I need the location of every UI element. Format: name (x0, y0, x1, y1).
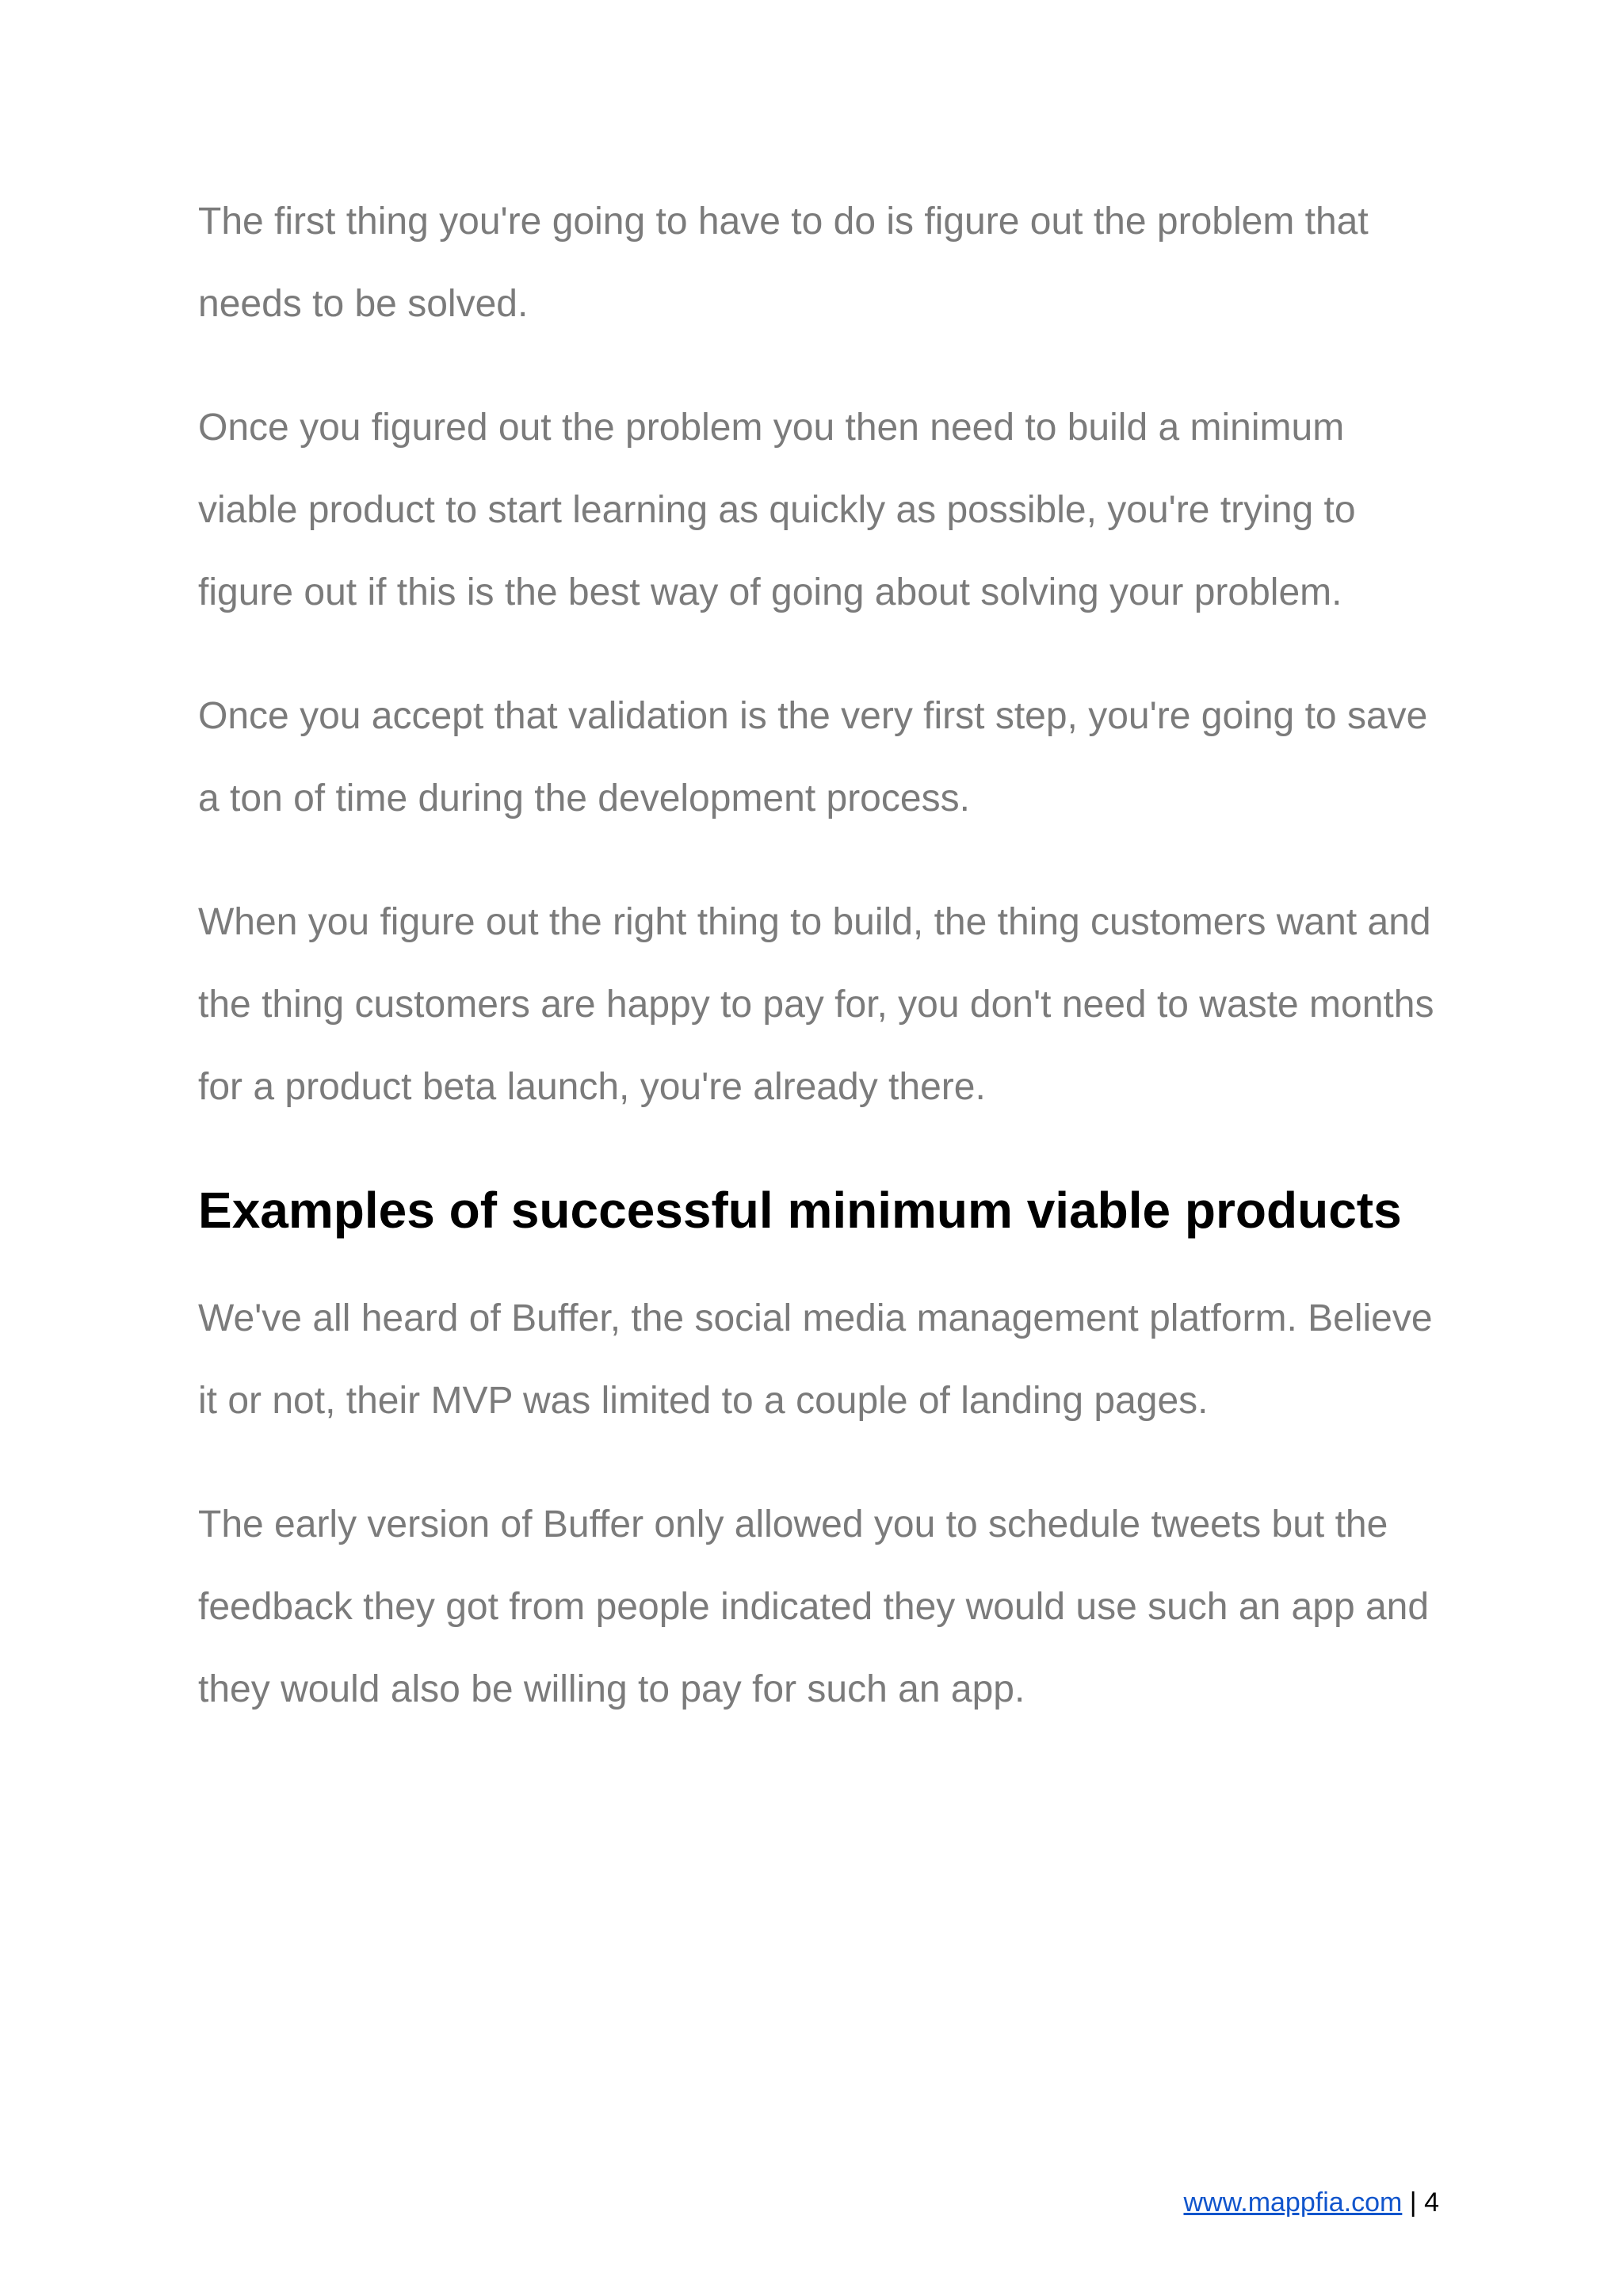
paragraph-mvp: Once you figured out the problem you then need to build a minimum viable product to start learning as quickly as possible, you're trying to figure out if this is the best way of going about solving your problem. (198, 407, 1356, 613)
page-number: 4 (1424, 2187, 1439, 2218)
paragraph-buffer-intro: We've all heard of Buffer, the social media management platform. Believe it or not, their MVP was limited to a couple of landing pages. (198, 1297, 1433, 1422)
section-heading: Examples of successful minimum viable products (198, 1182, 1402, 1239)
footer-separator: | (1402, 2187, 1425, 2218)
paragraph-problem: The first thing you're going to have to do is figure out the problem that needs to be solved. (198, 201, 1369, 325)
paragraph-buffer-early: The early version of Buffer only allowed you to schedule tweets but the feedback they got from people indicated they would use such an app and they would also be willing to pay for such an app. (198, 1503, 1430, 1710)
paragraph-right-thing: When you figure out the right thing to build, the thing customers want and the thing customers are happy to pay for, you don't need to waste months for a product beta launch, you're already there. (198, 901, 1434, 1108)
footer-website-link[interactable]: www.mappfia.com (1183, 2187, 1403, 2218)
page-content (198, 181, 1450, 1772)
paragraph-validation: Once you accept that validation is the very first step, you're going to save a ton of time during the development process. (198, 695, 1428, 819)
page-footer (1183, 2187, 1439, 2218)
